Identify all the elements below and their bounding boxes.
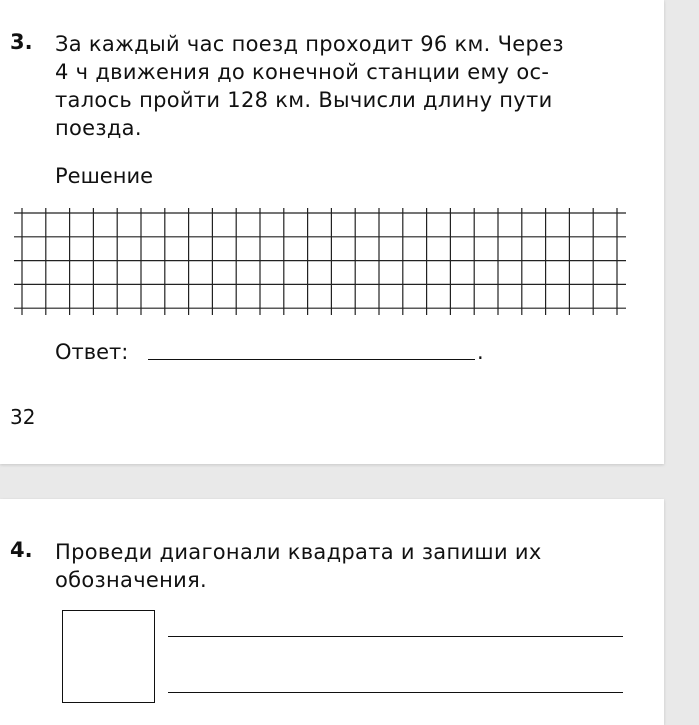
task-3-number: 3. xyxy=(10,30,33,54)
answer-line[interactable] xyxy=(148,359,475,360)
task-3-line: талось пройти 128 км. Вычисли длину пути xyxy=(55,88,553,112)
task-3-line: 4 ч движения до конечной станции ему ос- xyxy=(55,60,550,84)
answer-write-line-1[interactable] xyxy=(168,636,623,637)
answer-write-line-2[interactable] xyxy=(168,692,623,693)
answer-period: . xyxy=(477,340,484,364)
solution-grid[interactable] xyxy=(14,208,626,315)
task-4-number: 4. xyxy=(10,538,33,562)
square-figure[interactable] xyxy=(62,610,155,703)
task-3-line: поезда. xyxy=(55,116,142,140)
task-4-text xyxy=(55,538,627,594)
solution-label: Решение xyxy=(55,164,154,188)
task-4-line: Проведи диагонали квадрата и запиши их xyxy=(55,540,542,564)
task-3-text xyxy=(55,30,627,142)
answer-label: Ответ: xyxy=(55,340,129,364)
task-3-line: За каждый час поезд проходит 96 км. Через xyxy=(55,32,564,56)
page-number: 32 xyxy=(10,405,36,429)
task-4-line: обозначения. xyxy=(55,568,208,592)
